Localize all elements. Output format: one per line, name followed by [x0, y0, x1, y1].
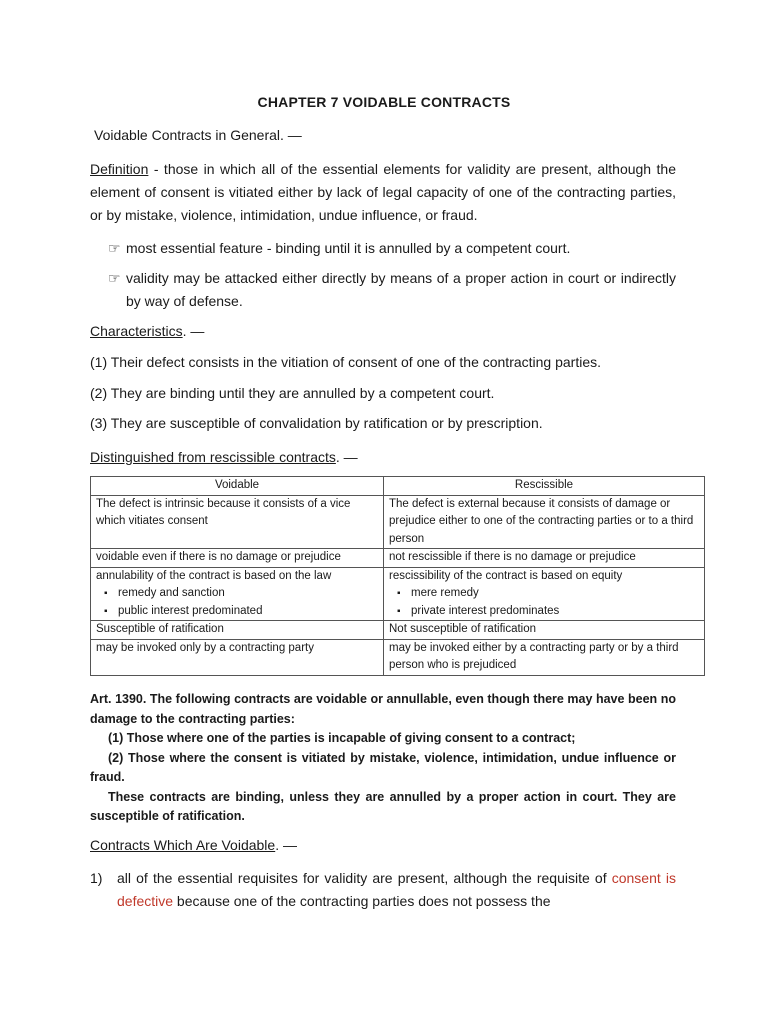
table-header-voidable: Voidable	[91, 477, 384, 496]
table-cell: may be invoked either by a contracting party or by a third person who is prejudiced	[384, 639, 705, 675]
hand-pointer-icon: ☞	[108, 240, 121, 256]
table-cell: Susceptible of ratification	[91, 621, 384, 640]
table-cell: voidable even if there is no damage or prejudice	[91, 549, 384, 568]
numbered-item	[90, 867, 676, 913]
article-item: (1) Those where one of the parties is incapable of giving consent to a contract;	[108, 731, 576, 745]
table-row	[91, 639, 705, 675]
table-row	[91, 549, 705, 568]
chapter-title: CHAPTER 7 VOIDABLE CONTRACTS	[257, 94, 511, 110]
comparison-table	[90, 476, 705, 676]
item-text: all of the essential requisites for validity are present, although the requisite of consent is defective because one of the contracting parties does not possess the	[117, 870, 676, 909]
table-row	[91, 567, 705, 621]
item-number: 1)	[90, 870, 103, 886]
list-item: ▪ mere remedy	[411, 585, 699, 603]
characteristic-item: (2) They are binding until they are annulled by a competent court.	[90, 385, 495, 401]
table-cell: annulability of the contract is based on the law ▪ remedy and sanction ▪ public interest predominated	[91, 567, 384, 621]
table-row	[91, 495, 705, 549]
bullet-item	[108, 237, 676, 260]
general-heading: Voidable Contracts in General. —	[94, 127, 302, 143]
table-header-rescissible: Rescissible	[384, 477, 705, 496]
definition-label: Definition	[90, 161, 149, 177]
table-cell: Not susceptible of ratification	[384, 621, 705, 640]
table-cell: rescissibility of the contract is based on equity ▪ mere remedy ▪ private interest predominates	[384, 567, 705, 621]
bullet-text: most essential feature - binding until it is annulled by a competent court.	[126, 240, 571, 256]
list-item: ▪ public interest predominated	[118, 603, 378, 621]
bullet-item	[108, 267, 676, 313]
definition-text: - those in which all of the essential elements for validity are present, although the element of consent is vitiated either by lack of legal capacity of one of the contracting parties, or by mistake, violence, intimidation, undue influence, or fraud.	[90, 161, 676, 223]
table-cell: The defect is external because it consists of damage or prejudice either to one of the contracting parties or to a third person	[384, 495, 705, 549]
table-cell: may be invoked only by a contracting party	[91, 639, 384, 675]
article-1390	[90, 690, 676, 827]
hand-pointer-icon: ☞	[108, 270, 121, 286]
sub-list	[96, 585, 378, 620]
characteristic-item: (3) They are susceptible of convalidation by ratification or by prescription.	[90, 415, 543, 431]
which-voidable-heading: Contracts Which Are Voidable. —	[90, 837, 297, 853]
highlight-text: consent is defective	[117, 870, 676, 909]
definition-paragraph	[90, 158, 676, 227]
article-item: (2) Those where the consent is vitiated by mistake, violence, intimidation, undue influence or fraud.	[90, 750, 676, 784]
table-cell: The defect is intrinsic because it consists of a vice which vitiates consent	[91, 495, 384, 549]
table-cell: not rescissible if there is no damage or prejudice	[384, 549, 705, 568]
list-item: ▪ private interest predominates	[411, 603, 699, 621]
bullet-text: validity may be attacked either directly by means of a proper action in court or indirectly by way of defense.	[126, 270, 676, 309]
sub-list	[389, 585, 699, 620]
characteristic-item: (1) Their defect consists in the vitiation of consent of one of the contracting parties.	[90, 354, 602, 370]
table-header-row	[91, 477, 705, 496]
article-closing: These contracts are binding, unless they are annulled by a proper action in court. They are susceptible of ratification.	[90, 789, 676, 823]
table-row	[91, 621, 705, 640]
list-item: ▪ remedy and sanction	[118, 585, 378, 603]
article-intro: Art. 1390. The following contracts are voidable or annullable, even though there may have been no damage to the contracting parties:	[90, 692, 676, 726]
characteristics-heading: Characteristics. —	[90, 323, 205, 339]
distinguished-heading: Distinguished from rescissible contracts. —	[90, 449, 358, 465]
